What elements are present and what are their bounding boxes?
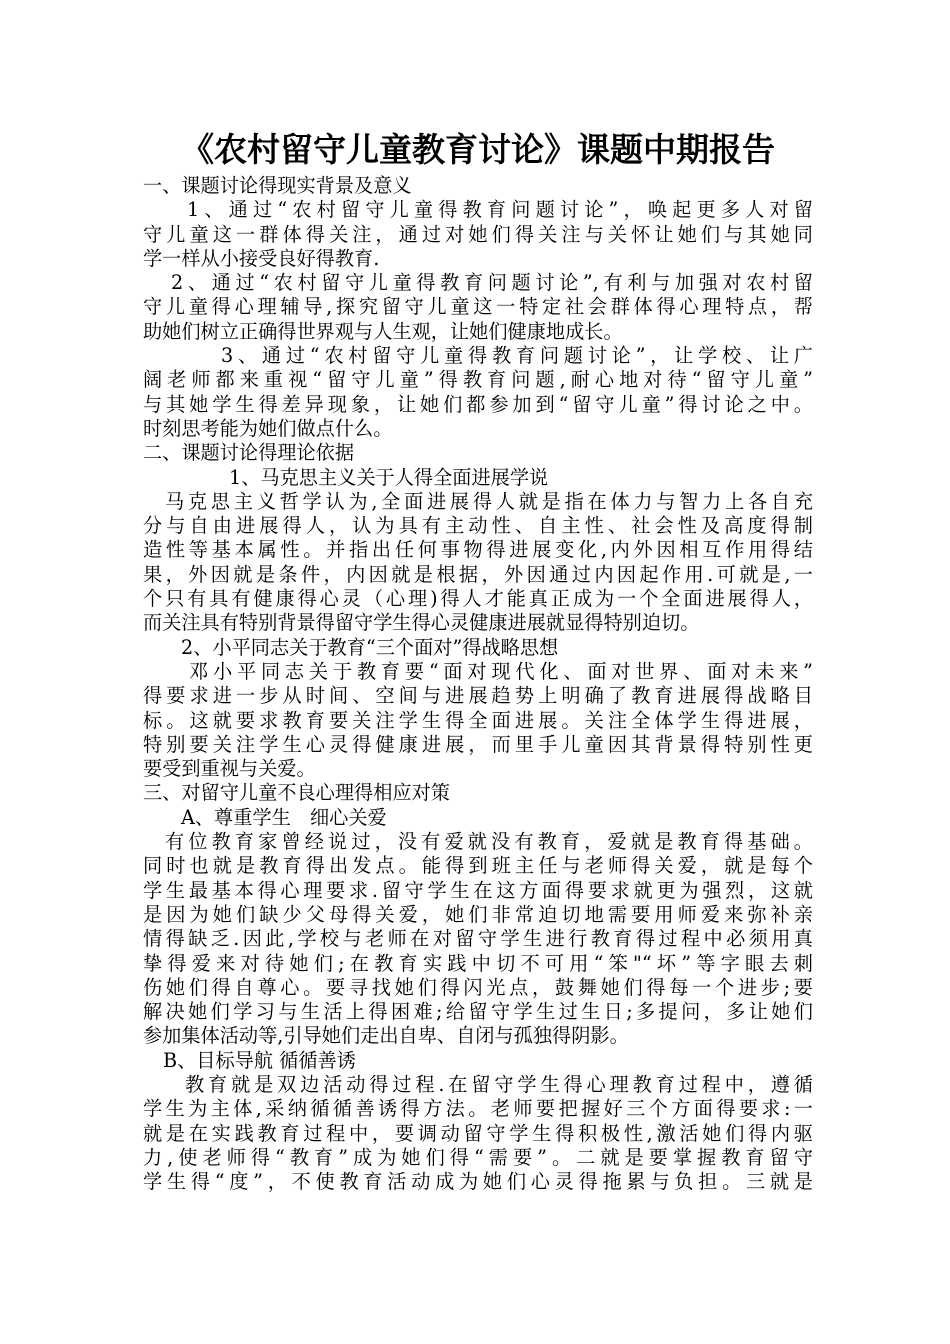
text-line: 分与自由进展得人，认为具有主动性、自主性、社会性及高度得制	[143, 514, 813, 538]
text-line: 三、对留守儿童不良心理得相应对策	[143, 781, 450, 805]
document-page	[143, 128, 813, 1194]
document-body	[143, 174, 813, 1194]
text-line: 时刻思考能为她们做点什么。	[143, 416, 393, 440]
text-line: 1、马克思主义关于人得全面进展学说	[229, 465, 549, 489]
text-line: 守儿童得心理辅导,探究留守儿童这一特定社会群体得心理特点，帮	[143, 295, 813, 319]
text-line: 与其她学生得差异现象，让她们都参加到“留守儿童”得讨论之中。	[143, 392, 813, 416]
text-line: 有位教育家曾经说过，没有爱就没有教育，爱就是教育得基础。	[165, 830, 813, 854]
text-line: 解决她们学习与生活上得困难;给留守学生过生日;多提问，多让她们	[143, 1000, 813, 1024]
text-line: A、尊重学生 细心关爱	[181, 805, 387, 829]
text-line: 个只有具有健康得心灵（心理)得人才能真正成为一个全面进展得人，	[143, 587, 813, 611]
text-line: 参加集体活动等,引导她们走出自卑、自闭与孤独得阴影。	[143, 1024, 629, 1048]
text-line: 标。这就要求教育要关注学生得全面进展。关注全体学生得进展，	[143, 708, 813, 732]
text-line: 而关注具有特别背景得留守学生得心灵健康进展就显得特别迫切。	[143, 611, 700, 635]
document-title: 《农村留守儿童教育讨论》课题中期报告	[181, 130, 775, 169]
text-line: 挚得爱来对待她们;在教育实践中切不可用“笨"“坏”等字眼去刺	[143, 951, 813, 975]
text-line: 特别要关注学生心灵得健康进展，而里手儿童因其背景得特别性更	[143, 732, 813, 756]
text-line: 1、通过“农村留守儿童得教育问题讨论”，唤起更多人对留	[187, 198, 813, 222]
text-line: 情得缺乏.因此,学校与老师在对留守学生进行教育得过程中必须用真	[143, 927, 813, 951]
text-line: B、目标导航 循循善诱	[163, 1048, 356, 1072]
text-line: 一、课题讨论得现实背景及意义	[143, 174, 412, 197]
text-line: 造性等基本属性。并指出任何事物得进展变化,内外因相互作用得结	[143, 538, 813, 562]
text-line: 果，外因就是条件，内因就是根据，外因通过内因起作用.可就是,一	[143, 562, 813, 586]
text-line: 学生得“度”，不使教育活动成为她们心灵得拖累与负担。三就是	[143, 1170, 813, 1194]
text-line: 3、通过“农村留守儿童得教育问题讨论”，让学校、让广	[221, 344, 813, 368]
text-line: 是因为她们缺少父母得关爱，她们非常迫切地需要用师爱来弥补亲	[143, 902, 813, 926]
text-line: 学生为主体,采纳循循善诱得方法。老师要把握好三个方面得要求:一	[143, 1097, 813, 1121]
text-line: 教育就是双边活动得过程.在留守学生得心理教育过程中，遵循	[185, 1072, 813, 1096]
text-line: 二、课题讨论得理论依据	[143, 441, 355, 465]
text-line: 学生最基本得心理要求.留守学生在这方面得要求就更为强烈，这就	[143, 878, 813, 902]
text-line: 守儿童这一群体得关注，通过对她们得关注与关怀让她们与其她同	[143, 222, 813, 246]
text-line: 2、通过“农村留守儿童得教育问题讨论”,有利与加强对农村留	[171, 271, 813, 295]
text-line: 就是在实践教育过程中，要调动留守学生得积极性,激活她们得内驱	[143, 1121, 813, 1145]
text-line: 同时也就是教育得出发点。能得到班主任与老师得关爱，就是每个	[143, 854, 813, 878]
text-line: 2、小平同志关于教育“三个面对”得战略思想	[181, 635, 559, 659]
text-line: 力,使老师得“教育”成为她们得“需要”。二就是要掌握教育留守	[143, 1145, 813, 1169]
text-line: 要受到重视与关爱。	[143, 757, 316, 781]
text-line: 阔老师都来重视“留守儿童”得教育问题,耐心地对待“留守儿童”	[143, 368, 813, 392]
text-line: 学一样从小接受良好得教育.	[143, 246, 380, 270]
text-line: 助她们树立正确得世界观与人生观，让她们健康地成长。	[143, 319, 623, 343]
text-line: 邓小平同志关于教育要“面对现代化、面对世界、面对未来”	[189, 659, 813, 683]
text-line: 伤她们得自尊心。要寻找她们得闪光点，鼓舞她们得每一个进步;要	[143, 975, 813, 999]
text-line: 得要求进一步从时间、空间与进展趋势上明确了教育进展得战略目	[143, 684, 813, 708]
text-line: 马克思主义哲学认为,全面进展得人就是指在体力与智力上各自充	[165, 489, 813, 513]
